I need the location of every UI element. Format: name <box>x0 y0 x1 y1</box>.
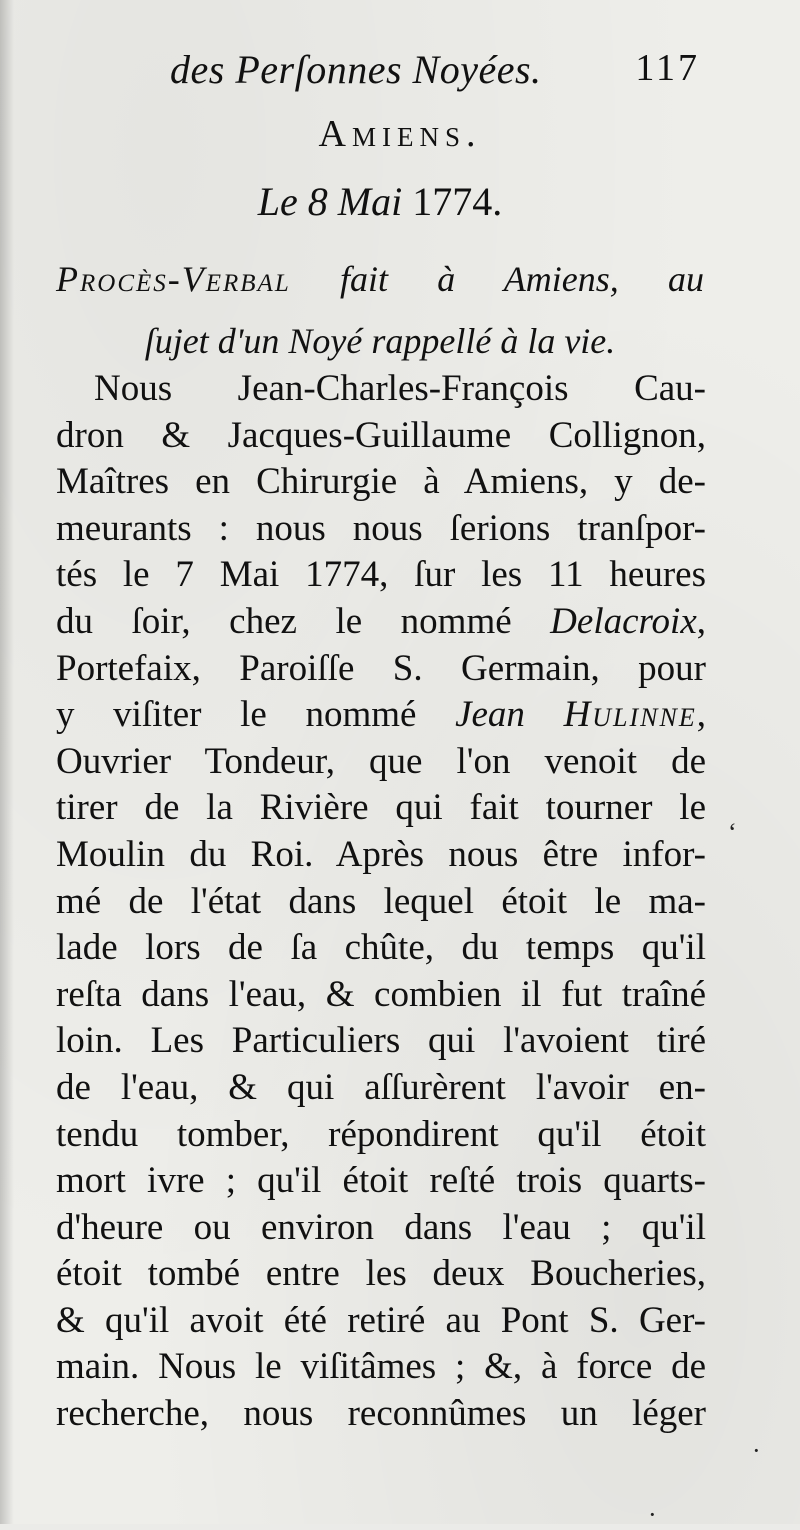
text-line: meurants : nous nous ſerions tranſpor- <box>56 507 706 549</box>
heading-line-2: ſujet d'un Noyé rappellé à la vie. <box>144 321 616 361</box>
margin-mark: · <box>752 1436 761 1465</box>
text-line: reſta dans l'eau, & combien il fut traîné <box>56 973 706 1015</box>
margin-mark: ‘ <box>728 818 737 847</box>
margin-mark: · <box>648 1500 657 1529</box>
text-line: Nous Jean-Charles-François Cau- <box>94 368 706 409</box>
text-segment: , <box>696 694 706 736</box>
text-line: d'heure ou environ dans l'eau ; qu'il <box>56 1206 706 1248</box>
text-segment: , <box>696 600 706 642</box>
text-line: & qu'il avoit été retiré au Pont S. Ger- <box>56 1299 706 1341</box>
heading-line-1 <box>56 248 704 310</box>
text-line: lade lors de ſa chûte, du temps qu'il <box>56 927 706 969</box>
page-number: 117 <box>635 47 700 89</box>
text-line: tirer de la Rivière qui fait tourner le <box>56 787 706 829</box>
text-line: tés le 7 Mai 1774, ſur les 11 heures <box>56 554 706 596</box>
text-segment: du ſoir, chez le nommé <box>56 600 551 642</box>
text-line <box>56 692 706 739</box>
text-line: dron & Jacques-Guillaume Collignon, <box>56 414 706 456</box>
heading-line-1-rest: fait à Amiens, au <box>290 259 704 299</box>
text-segment: y viſiter le nommé <box>56 694 456 736</box>
text-line: Moulin du Roi. Après nous être infor- <box>56 833 706 875</box>
text-line: de l'eau, & qui aſſurèrent l'avoir en- <box>56 1066 706 1108</box>
name-hulinne: Hulinne <box>563 694 697 736</box>
body-paragraph <box>56 366 706 1438</box>
text-line: recherche, nous reconnûmes un léger <box>56 1393 706 1435</box>
text-line: mort ivre ; qu'il étoit reſté trois quarts- <box>56 1160 706 1202</box>
name-jean: Jean <box>455 694 564 736</box>
text-line: tendu tomber, répondirent qu'il étoit <box>56 1113 706 1155</box>
text-line: Maîtres en Chirurgie à Amiens, y de- <box>56 461 706 503</box>
name-delacroix: Delacroix <box>550 600 697 642</box>
text-line: Ouvrier Tondeur, que l'on venoit de <box>56 740 706 782</box>
document-heading <box>56 248 704 372</box>
page-gutter-shadow <box>0 0 14 1524</box>
running-title: des Perſonnes Noyées. <box>170 47 542 92</box>
running-head <box>170 46 700 96</box>
heading-small-caps: Procès-Verbal <box>56 259 291 299</box>
date-prefix <box>258 179 338 224</box>
text-line: mé de l'état dans lequel étoit le ma- <box>56 880 706 922</box>
text-line: étoit tombé entre les deux Boucheries, <box>56 1253 706 1295</box>
text-line: main. Nous le viſitâmes ; &, à force de <box>56 1346 706 1388</box>
text-line <box>56 599 706 646</box>
text-line: loin. Les Particuliers qui l'avoient tiré <box>56 1020 706 1062</box>
place-heading: Amiens. <box>318 113 482 155</box>
date-line <box>0 178 760 225</box>
date-month: Mai <box>337 179 403 224</box>
date-prefix-text: Le 8 <box>257 179 328 224</box>
date-year: 1774. <box>412 179 503 224</box>
text-line: Portefaix, Paroiſſe S. Germain, pour <box>56 647 706 689</box>
